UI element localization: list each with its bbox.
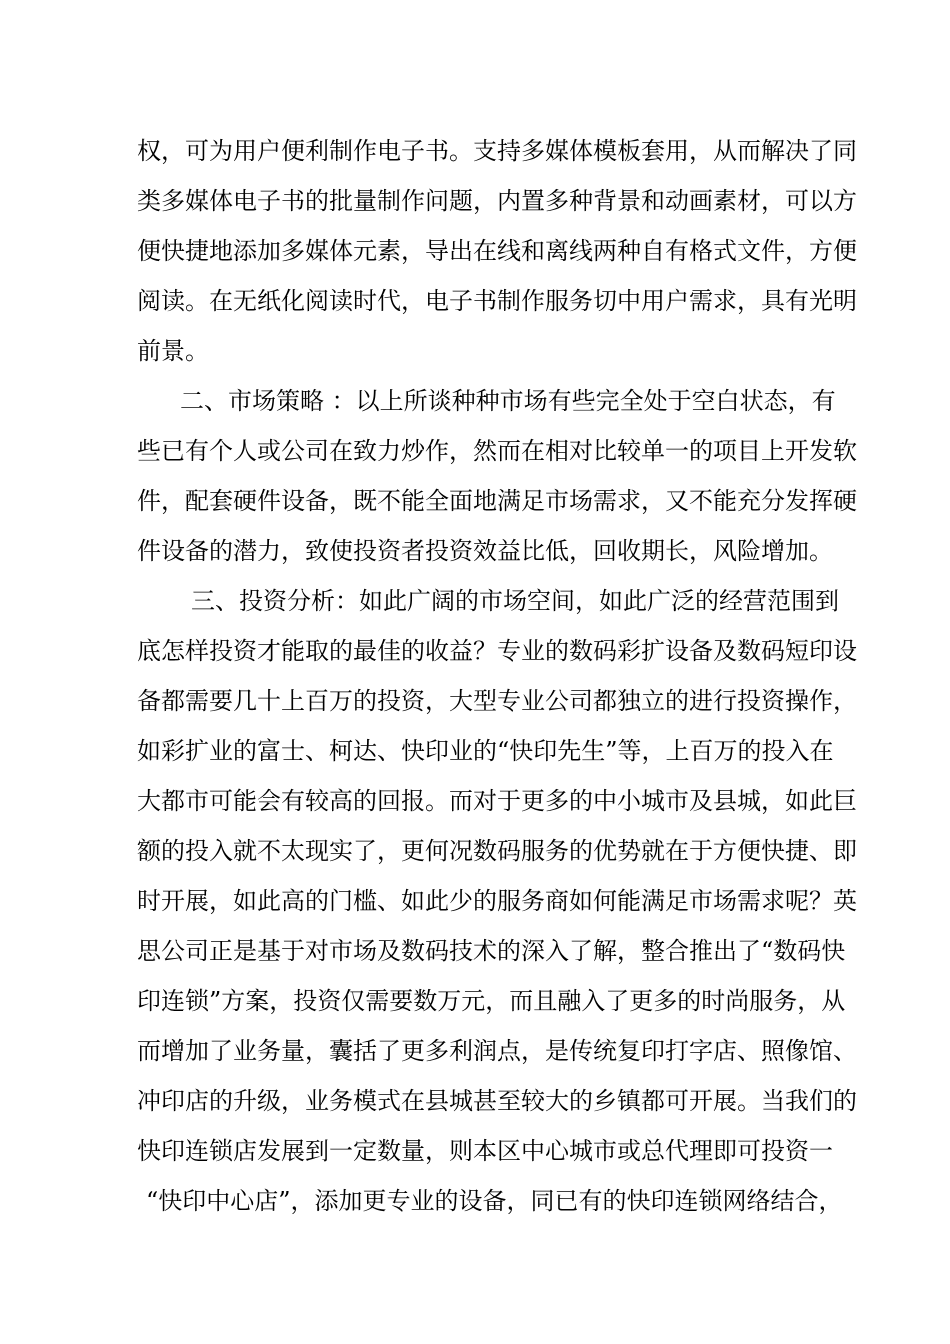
section-2-heading-line: 二、市场策略 ：以上所谈种种市场有些完全处于空白状态，有: [180, 387, 836, 415]
text-line-13: 如彩扩业的富士、柯达、快印业的“快印先生”等，上百万的投入在: [137, 737, 834, 765]
text-line-14: 大都市可能会有较高的回报。而对于更多的中小城市及县城，如此巨: [137, 787, 857, 815]
text-line-22: “快印中心店”，添加更专业的设备，同已有的快印连锁网络结合，: [146, 1187, 843, 1215]
text-line-4: 阅读。在无纸化阅读时代，电子书制作服务切中用户需求，具有光明: [137, 287, 857, 315]
text-line-15: 额的投入就不太现实了，更何况数码服务的优势就在于方便快捷、即: [137, 837, 857, 865]
text-line-5: 前景。: [137, 337, 209, 365]
text-line-8: 件，配套硬件设备，既不能全面地满足市场需求，又不能充分发挥硬: [137, 487, 857, 515]
text-line-18: 印连锁”方案，投资仅需要数万元，而且融入了更多的时尚服务，从: [137, 987, 846, 1015]
text-line-17: 思公司正是基于对市场及数码技术的深入了解，整合推出了“数码快: [137, 937, 846, 965]
text-line-21: 快印连锁店发展到一定数量，则本区中心城市或总代理即可投资一: [137, 1137, 833, 1165]
text-line-11: 底怎样投资才能取的最佳的收益？专业的数码彩扩设备及数码短印设: [137, 637, 857, 665]
text-line-12: 备都需要几十上百万的投资，大型专业公司都独立的进行投资操作，: [137, 687, 857, 715]
text-line-9: 件设备的潜力，致使投资者投资效益比低，回收期长，风险增加。: [137, 537, 833, 565]
text-line-20: 冲印店的升级，业务模式在县城甚至较大的乡镇都可开展。当我们的: [137, 1087, 857, 1115]
text-line-3: 便快捷地添加多媒体元素，导出在线和离线两种自有格式文件，方便: [137, 237, 857, 265]
text-line-16: 时开展，如此高的门槛、如此少的服务商如何能满足市场需求呢？英: [137, 887, 857, 915]
text-line-2: 类多媒体电子书的批量制作问题，内置多种背景和动画素材，可以方: [137, 187, 857, 215]
text-line-19: 而增加了业务量，囊括了更多利润点，是传统复印打字店、照像馆、: [137, 1037, 857, 1065]
text-line-7: 些已有个人或公司在致力炒作，然而在相对比较单一的项目上开发软: [137, 437, 857, 465]
text-line-1: 权，可为用户便利制作电子书。支持多媒体模板套用，从而解决了同: [137, 137, 857, 165]
section-3-heading-line: 三、投资分析：如此广阔的市场空间，如此广泛的经营范围到: [191, 587, 839, 615]
